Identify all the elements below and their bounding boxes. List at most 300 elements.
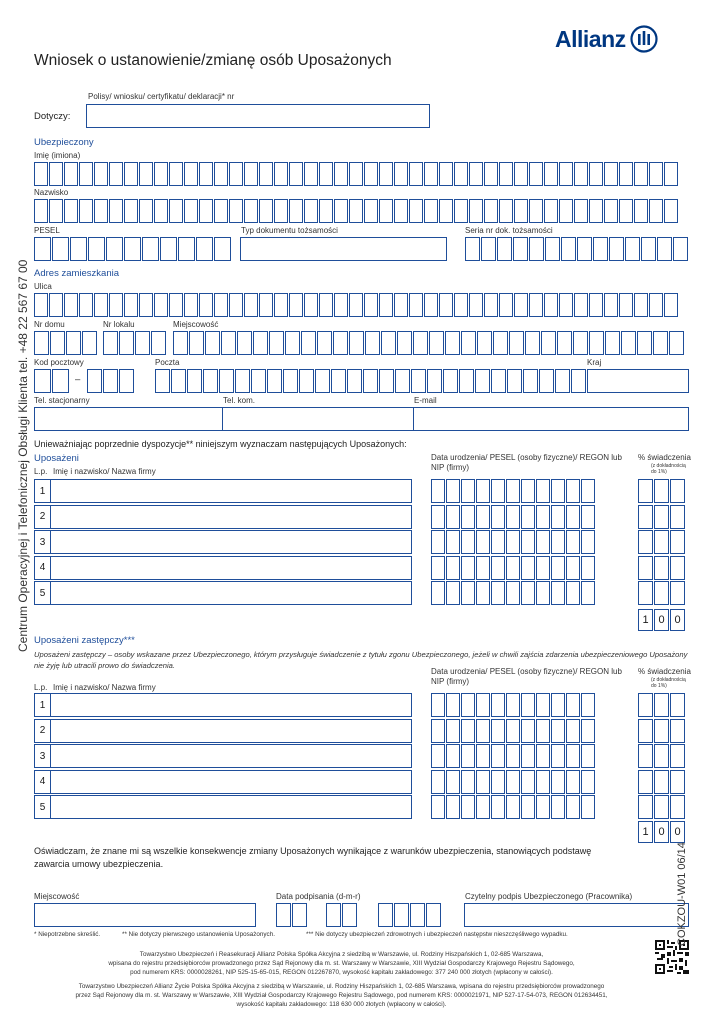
char-cell[interactable] (638, 795, 653, 819)
char-cell[interactable] (638, 505, 653, 529)
char-cell[interactable] (566, 556, 580, 580)
char-cell[interactable] (459, 369, 474, 393)
char-cell[interactable] (124, 237, 141, 261)
char-cell[interactable] (52, 237, 69, 261)
char-cell[interactable] (289, 293, 303, 317)
char-cell[interactable] (235, 369, 250, 393)
char-cell[interactable] (551, 744, 565, 768)
char-cell[interactable] (581, 581, 595, 605)
char-cell[interactable] (506, 505, 520, 529)
char-cell[interactable] (476, 744, 490, 768)
char-cell[interactable] (521, 693, 535, 717)
char-cell[interactable] (124, 162, 138, 186)
char-cell[interactable] (461, 693, 475, 717)
char-cell[interactable] (573, 331, 588, 355)
char-cell[interactable] (566, 770, 580, 794)
char-cell[interactable] (446, 581, 460, 605)
char-cell[interactable] (119, 369, 134, 393)
char-cell[interactable] (443, 369, 458, 393)
char-cell[interactable] (476, 770, 490, 794)
char-cell[interactable] (155, 369, 170, 393)
char-cell[interactable] (476, 693, 490, 717)
char-cell[interactable] (34, 369, 51, 393)
char-cell[interactable] (557, 331, 572, 355)
char-cell[interactable] (87, 369, 102, 393)
country-field[interactable] (587, 369, 689, 393)
char-cell[interactable] (169, 162, 183, 186)
char-cell[interactable] (581, 795, 595, 819)
char-cell[interactable] (379, 293, 393, 317)
char-cell[interactable] (259, 293, 273, 317)
char-cell[interactable] (446, 505, 460, 529)
char-cell[interactable] (574, 162, 588, 186)
char-cell[interactable] (481, 237, 496, 261)
char-cell[interactable] (566, 693, 580, 717)
char-cell[interactable] (454, 293, 468, 317)
char-cell[interactable] (654, 530, 669, 554)
char-cell[interactable] (446, 693, 460, 717)
char-cell[interactable] (334, 293, 348, 317)
char-cell[interactable] (521, 719, 535, 743)
id-number-field[interactable] (465, 237, 689, 261)
char-cell[interactable] (670, 581, 685, 605)
char-cell[interactable] (431, 719, 445, 743)
char-cell[interactable] (491, 581, 505, 605)
char-cell[interactable] (566, 744, 580, 768)
char-cell[interactable] (654, 581, 669, 605)
char-cell[interactable] (154, 293, 168, 317)
char-cell[interactable] (214, 237, 231, 261)
char-cell[interactable] (529, 199, 543, 223)
char-cell[interactable] (94, 162, 108, 186)
char-cell[interactable] (301, 331, 316, 355)
pesel-field[interactable] (34, 237, 232, 261)
beneficiary-row[interactable] (34, 719, 412, 743)
date-month-field[interactable] (326, 903, 358, 927)
beneficiary-id-field[interactable] (431, 530, 596, 554)
char-cell[interactable] (431, 556, 445, 580)
char-cell[interactable] (319, 199, 333, 223)
char-cell[interactable] (319, 293, 333, 317)
beneficiary-pct-field[interactable] (638, 479, 686, 503)
char-cell[interactable] (229, 293, 243, 317)
char-cell[interactable] (424, 293, 438, 317)
post-field[interactable] (155, 369, 587, 393)
char-cell[interactable] (670, 719, 685, 743)
char-cell[interactable] (82, 331, 97, 355)
char-cell[interactable] (285, 331, 300, 355)
char-cell[interactable] (124, 293, 138, 317)
char-cell[interactable] (670, 505, 685, 529)
char-cell[interactable] (283, 369, 298, 393)
char-cell[interactable] (641, 237, 656, 261)
char-cell[interactable] (124, 199, 138, 223)
char-cell[interactable] (461, 505, 475, 529)
beneficiary-id-field[interactable] (431, 693, 596, 717)
beneficiary-pct-field[interactable] (638, 556, 686, 580)
beneficiary-pct-field[interactable] (638, 795, 686, 819)
char-cell[interactable] (64, 162, 78, 186)
char-cell[interactable] (581, 770, 595, 794)
char-cell[interactable] (649, 293, 663, 317)
beneficiary-pct-field[interactable] (638, 530, 686, 554)
char-cell[interactable] (669, 331, 684, 355)
char-cell[interactable] (304, 162, 318, 186)
char-cell[interactable] (493, 331, 508, 355)
char-cell[interactable] (604, 293, 618, 317)
char-cell[interactable] (551, 693, 565, 717)
char-cell[interactable] (446, 744, 460, 768)
char-cell[interactable] (317, 331, 332, 355)
char-cell[interactable] (244, 293, 258, 317)
beneficiary-pct-field[interactable] (638, 719, 686, 743)
char-cell[interactable] (521, 581, 535, 605)
char-cell[interactable] (469, 293, 483, 317)
char-cell[interactable] (88, 237, 105, 261)
char-cell[interactable] (461, 744, 475, 768)
char-cell[interactable] (506, 795, 520, 819)
char-cell[interactable] (574, 293, 588, 317)
char-cell[interactable] (199, 199, 213, 223)
char-cell[interactable] (431, 530, 445, 554)
house-field[interactable] (34, 331, 98, 355)
char-cell[interactable] (638, 556, 653, 580)
beneficiary-row[interactable] (34, 581, 412, 605)
char-cell[interactable] (581, 479, 595, 503)
char-cell[interactable] (424, 162, 438, 186)
char-cell[interactable] (551, 505, 565, 529)
char-cell[interactable] (187, 369, 202, 393)
char-cell[interactable] (221, 331, 236, 355)
char-cell[interactable] (394, 903, 409, 927)
beneficiary-id-field[interactable] (431, 556, 596, 580)
char-cell[interactable] (151, 331, 166, 355)
char-cell[interactable] (289, 199, 303, 223)
char-cell[interactable] (581, 556, 595, 580)
char-cell[interactable] (289, 162, 303, 186)
char-cell[interactable] (139, 199, 153, 223)
char-cell[interactable] (173, 331, 188, 355)
char-cell[interactable] (499, 293, 513, 317)
char-cell[interactable] (634, 162, 648, 186)
char-cell[interactable] (429, 331, 444, 355)
char-cell[interactable] (566, 530, 580, 554)
first-name-field[interactable] (34, 162, 679, 186)
char-cell[interactable] (574, 199, 588, 223)
char-cell[interactable] (214, 293, 228, 317)
char-cell[interactable] (670, 795, 685, 819)
char-cell[interactable] (577, 237, 592, 261)
char-cell[interactable] (637, 331, 652, 355)
char-cell[interactable] (142, 237, 159, 261)
char-cell[interactable] (171, 369, 186, 393)
char-cell[interactable] (476, 795, 490, 819)
beneficiary-row[interactable] (34, 505, 412, 529)
char-cell[interactable] (484, 199, 498, 223)
char-cell[interactable] (446, 719, 460, 743)
char-cell[interactable] (461, 530, 475, 554)
char-cell[interactable] (304, 293, 318, 317)
char-cell[interactable] (589, 331, 604, 355)
char-cell[interactable] (521, 479, 535, 503)
char-cell[interactable] (559, 199, 573, 223)
place-field[interactable] (34, 903, 256, 927)
char-cell[interactable] (409, 293, 423, 317)
char-cell[interactable] (475, 369, 490, 393)
beneficiary-id-field[interactable] (431, 770, 596, 794)
beneficiary-row[interactable] (34, 795, 412, 819)
char-cell[interactable] (34, 293, 48, 317)
char-cell[interactable] (34, 331, 49, 355)
phone-field[interactable] (34, 407, 241, 431)
char-cell[interactable] (50, 331, 65, 355)
char-cell[interactable] (52, 369, 69, 393)
policy-number-field[interactable] (86, 104, 430, 128)
char-cell[interactable] (409, 199, 423, 223)
char-cell[interactable] (638, 770, 653, 794)
char-cell[interactable] (476, 556, 490, 580)
char-cell[interactable] (199, 162, 213, 186)
char-cell[interactable] (506, 530, 520, 554)
beneficiary-pct-field[interactable] (638, 693, 686, 717)
char-cell[interactable] (274, 162, 288, 186)
char-cell[interactable] (638, 744, 653, 768)
beneficiary-id-field[interactable] (431, 744, 596, 768)
char-cell[interactable] (229, 162, 243, 186)
char-cell[interactable] (509, 331, 524, 355)
id-type-field[interactable] (240, 237, 447, 261)
char-cell[interactable] (251, 369, 266, 393)
char-cell[interactable] (349, 199, 363, 223)
char-cell[interactable] (66, 331, 81, 355)
char-cell[interactable] (79, 293, 93, 317)
char-cell[interactable] (334, 162, 348, 186)
char-cell[interactable] (654, 795, 669, 819)
char-cell[interactable] (34, 162, 48, 186)
char-cell[interactable] (664, 162, 678, 186)
char-cell[interactable] (581, 693, 595, 717)
char-cell[interactable] (525, 331, 540, 355)
char-cell[interactable] (536, 719, 550, 743)
char-cell[interactable] (491, 505, 505, 529)
char-cell[interactable] (664, 199, 678, 223)
char-cell[interactable] (536, 479, 550, 503)
char-cell[interactable] (106, 237, 123, 261)
char-cell[interactable] (514, 293, 528, 317)
char-cell[interactable] (292, 903, 307, 927)
char-cell[interactable] (625, 237, 640, 261)
char-cell[interactable] (491, 719, 505, 743)
char-cell[interactable] (196, 237, 213, 261)
char-cell[interactable] (497, 237, 512, 261)
beneficiary-id-field[interactable] (431, 479, 596, 503)
char-cell[interactable] (654, 479, 669, 503)
beneficiary-pct-field[interactable] (638, 581, 686, 605)
char-cell[interactable] (544, 293, 558, 317)
char-cell[interactable] (536, 795, 550, 819)
char-cell[interactable] (109, 199, 123, 223)
char-cell[interactable] (536, 505, 550, 529)
char-cell[interactable] (544, 162, 558, 186)
char-cell[interactable] (581, 744, 595, 768)
char-cell[interactable] (178, 237, 195, 261)
char-cell[interactable] (465, 237, 480, 261)
char-cell[interactable] (214, 162, 228, 186)
char-cell[interactable] (654, 770, 669, 794)
char-cell[interactable] (670, 556, 685, 580)
char-cell[interactable] (199, 293, 213, 317)
char-cell[interactable] (649, 162, 663, 186)
char-cell[interactable] (571, 369, 586, 393)
char-cell[interactable] (551, 479, 565, 503)
beneficiary-id-field[interactable] (431, 581, 596, 605)
char-cell[interactable] (638, 581, 653, 605)
beneficiary-pct-field[interactable] (638, 770, 686, 794)
char-cell[interactable] (551, 530, 565, 554)
char-cell[interactable] (638, 530, 653, 554)
char-cell[interactable] (476, 479, 490, 503)
street-field[interactable] (34, 293, 679, 317)
char-cell[interactable] (499, 199, 513, 223)
char-cell[interactable] (446, 770, 460, 794)
char-cell[interactable] (670, 693, 685, 717)
char-cell[interactable] (446, 530, 460, 554)
char-cell[interactable] (654, 719, 669, 743)
char-cell[interactable] (529, 162, 543, 186)
char-cell[interactable] (274, 293, 288, 317)
char-cell[interactable] (499, 162, 513, 186)
char-cell[interactable] (673, 237, 688, 261)
char-cell[interactable] (551, 770, 565, 794)
char-cell[interactable] (551, 719, 565, 743)
beneficiary-row[interactable] (34, 744, 412, 768)
char-cell[interactable] (326, 903, 341, 927)
char-cell[interactable] (214, 199, 228, 223)
char-cell[interactable] (439, 162, 453, 186)
char-cell[interactable] (431, 770, 445, 794)
char-cell[interactable] (604, 199, 618, 223)
beneficiary-id-field[interactable] (431, 795, 596, 819)
char-cell[interactable] (184, 162, 198, 186)
char-cell[interactable] (431, 505, 445, 529)
char-cell[interactable] (431, 581, 445, 605)
char-cell[interactable] (259, 199, 273, 223)
signature-field[interactable] (464, 903, 689, 927)
char-cell[interactable] (49, 293, 63, 317)
char-cell[interactable] (506, 556, 520, 580)
char-cell[interactable] (304, 199, 318, 223)
char-cell[interactable] (189, 331, 204, 355)
char-cell[interactable] (229, 199, 243, 223)
char-cell[interactable] (476, 505, 490, 529)
char-cell[interactable] (506, 479, 520, 503)
char-cell[interactable] (154, 199, 168, 223)
char-cell[interactable] (593, 237, 608, 261)
char-cell[interactable] (521, 556, 535, 580)
beneficiary-row[interactable] (34, 479, 412, 503)
char-cell[interactable] (461, 719, 475, 743)
char-cell[interactable] (135, 331, 150, 355)
char-cell[interactable] (566, 581, 580, 605)
char-cell[interactable] (589, 293, 603, 317)
beneficiary-pct-field[interactable] (638, 505, 686, 529)
char-cell[interactable] (529, 293, 543, 317)
char-cell[interactable] (506, 581, 520, 605)
char-cell[interactable] (638, 719, 653, 743)
char-cell[interactable] (70, 237, 87, 261)
mobile-field[interactable] (222, 407, 414, 431)
char-cell[interactable] (521, 505, 535, 529)
char-cell[interactable] (491, 770, 505, 794)
char-cell[interactable] (378, 903, 393, 927)
char-cell[interactable] (619, 199, 633, 223)
char-cell[interactable] (638, 479, 653, 503)
char-cell[interactable] (491, 530, 505, 554)
char-cell[interactable] (541, 331, 556, 355)
beneficiary-row[interactable] (34, 556, 412, 580)
char-cell[interactable] (514, 162, 528, 186)
char-cell[interactable] (670, 770, 685, 794)
flat-field[interactable] (103, 331, 167, 355)
char-cell[interactable] (461, 556, 475, 580)
date-day-field[interactable] (276, 903, 308, 927)
char-cell[interactable] (566, 479, 580, 503)
char-cell[interactable] (461, 795, 475, 819)
char-cell[interactable] (536, 530, 550, 554)
char-cell[interactable] (634, 293, 648, 317)
char-cell[interactable] (654, 744, 669, 768)
char-cell[interactable] (244, 199, 258, 223)
char-cell[interactable] (160, 237, 177, 261)
char-cell[interactable] (109, 293, 123, 317)
char-cell[interactable] (581, 719, 595, 743)
char-cell[interactable] (477, 331, 492, 355)
char-cell[interactable] (431, 744, 445, 768)
city-field[interactable] (173, 331, 685, 355)
char-cell[interactable] (461, 479, 475, 503)
char-cell[interactable] (364, 199, 378, 223)
char-cell[interactable] (349, 162, 363, 186)
char-cell[interactable] (634, 199, 648, 223)
char-cell[interactable] (431, 479, 445, 503)
char-cell[interactable] (551, 581, 565, 605)
char-cell[interactable] (79, 199, 93, 223)
char-cell[interactable] (319, 162, 333, 186)
char-cell[interactable] (670, 744, 685, 768)
char-cell[interactable] (363, 369, 378, 393)
char-cell[interactable] (333, 331, 348, 355)
char-cell[interactable] (638, 693, 653, 717)
char-cell[interactable] (397, 331, 412, 355)
char-cell[interactable] (619, 293, 633, 317)
zip-field-2[interactable] (87, 369, 135, 393)
beneficiary-row[interactable] (34, 693, 412, 717)
char-cell[interactable] (395, 369, 410, 393)
char-cell[interactable] (529, 237, 544, 261)
char-cell[interactable] (566, 505, 580, 529)
char-cell[interactable] (514, 199, 528, 223)
char-cell[interactable] (169, 199, 183, 223)
char-cell[interactable] (581, 505, 595, 529)
char-cell[interactable] (103, 331, 118, 355)
char-cell[interactable] (454, 162, 468, 186)
char-cell[interactable] (139, 293, 153, 317)
char-cell[interactable] (365, 331, 380, 355)
char-cell[interactable] (551, 556, 565, 580)
char-cell[interactable] (507, 369, 522, 393)
char-cell[interactable] (79, 162, 93, 186)
char-cell[interactable] (409, 162, 423, 186)
